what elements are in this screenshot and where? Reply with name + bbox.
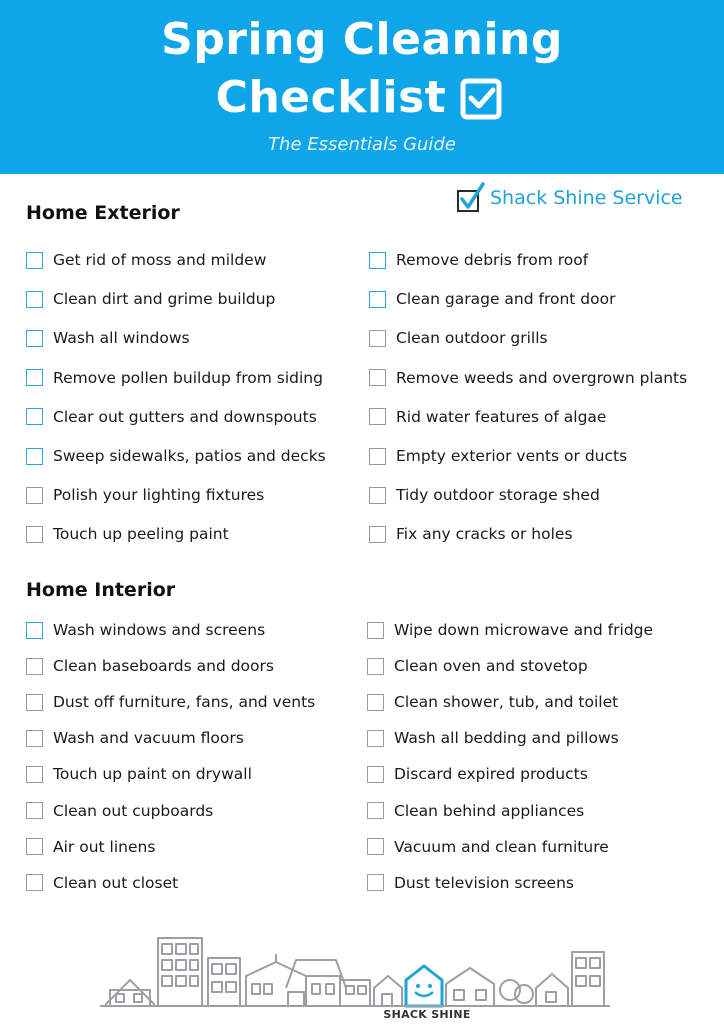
checklist-item[interactable] [26,619,265,641]
checkbox[interactable] [26,408,43,425]
checklist-item-label: Tidy outdoor storage shed [396,486,600,505]
checklist-item-label: Clean out closet [53,873,179,892]
checklist-item[interactable] [369,484,600,506]
checkbox[interactable] [369,369,386,386]
checklist-item[interactable] [367,727,619,749]
checkbox[interactable] [26,658,43,675]
page-title-line1: Spring Cleaning [161,14,563,65]
checkbox[interactable] [367,766,384,783]
checklist-item-label: Wash all windows [53,329,190,348]
checkbox[interactable] [367,694,384,711]
checklist-item[interactable] [26,727,244,749]
checklist-item-label: Remove pollen buildup from siding [53,368,323,387]
checkbox[interactable] [26,622,43,639]
checklist-item-label: Rid water features of algae [396,407,607,426]
city-skyline-icon [100,932,610,1024]
checkbox[interactable] [26,838,43,855]
checklist-item[interactable] [26,836,155,858]
checkbox[interactable] [26,766,43,783]
checkbox[interactable] [367,730,384,747]
checklist-item-label: Wash windows and screens [53,621,266,639]
checklist-item-label: Clear out gutters and downspouts [53,407,317,426]
checklist-item[interactable] [369,406,606,428]
checklist-item[interactable] [369,367,687,389]
checklist-item[interactable] [367,655,588,677]
checklist-item[interactable] [369,249,588,271]
checklist-item[interactable] [26,406,317,428]
checkbox[interactable] [26,730,43,747]
checkbox[interactable] [369,448,386,465]
checklist-item-label: Remove weeds and overgrown plants [396,368,688,387]
checklist-item[interactable] [367,800,584,822]
checklist-item[interactable] [367,872,574,894]
checklist-item-label: Clean oven and stovetop [394,657,588,676]
checklist-item-label: Discard expired products [394,765,588,784]
checklist-item-label: Polish your lighting fixtures [53,486,265,505]
checkbox[interactable] [26,291,43,308]
checkbox[interactable] [369,291,386,308]
page-title-line2-row [0,72,724,123]
checkbox[interactable] [26,874,43,891]
checklist-item-label: Clean baseboards and doors [53,657,274,676]
checklist-item[interactable] [26,367,323,389]
page-subtitle: The Essentials Guide [268,134,456,155]
checklist-item[interactable] [369,288,616,310]
checkbox[interactable] [26,369,43,386]
checklist-item[interactable] [26,800,213,822]
checkbox[interactable] [367,622,384,639]
checklist-item-label: Dust television screens [394,873,574,892]
checklist-item-label: Air out linens [53,837,156,856]
checklist-item[interactable] [369,523,573,545]
checklist-item-label: Remove debris from roof [396,251,589,269]
checklist-item[interactable] [26,249,266,271]
checkbox-checked-icon [460,76,508,120]
checkbox[interactable] [367,874,384,891]
checklist-item[interactable] [26,763,252,785]
checkbox[interactable] [369,408,386,425]
checkbox[interactable] [26,694,43,711]
checklist-item[interactable] [26,484,264,506]
checklist-item-label: Dust off furniture, fans, and vents [53,693,316,712]
checklist-item-label: Wipe down microwave and fridge [394,621,654,639]
checklist-item[interactable] [26,655,274,677]
checklist-item-label: Touch up paint on drywall [53,765,252,784]
checklist-item[interactable] [26,691,315,713]
checklist-item-label: Wash all bedding and pillows [394,729,619,748]
checklist-item-label: Get rid of moss and mildew [53,251,267,269]
footer-brand-name: SHACK SHINE [383,1008,471,1021]
checkbox[interactable] [26,330,43,347]
checklist-item-label: Vacuum and clean furniture [394,837,609,856]
checklist-item-label: Clean outdoor grills [396,329,548,348]
checkbox[interactable] [26,487,43,504]
checkbox[interactable] [367,658,384,675]
check-icon [456,182,486,214]
checklist-item[interactable] [369,327,548,349]
checklist-item-label: Clean dirt and grime buildup [53,290,276,309]
page-title-line2: Checklist [215,72,447,123]
checkbox[interactable] [369,487,386,504]
checklist-item[interactable] [26,327,190,349]
checklist-item[interactable] [367,763,588,785]
checklist-item-label: Fix any cracks or holes [396,525,573,544]
checklist-item-label: Clean garage and front door [396,290,616,309]
checklist-item[interactable] [26,288,275,310]
checklist-item[interactable] [367,836,609,858]
checklist-item[interactable] [367,691,618,713]
checkbox[interactable] [26,526,43,543]
checkbox[interactable] [26,252,43,269]
checkbox[interactable] [369,330,386,347]
header-banner [0,0,724,174]
checkbox[interactable] [369,526,386,543]
checklist-item[interactable] [26,445,326,467]
checklist-item-label: Wash and vacuum floors [53,729,244,748]
checkbox[interactable] [367,802,384,819]
checklist-item-label: Clean out cupboards [53,801,214,820]
checkbox[interactable] [26,802,43,819]
checkbox[interactable] [367,838,384,855]
section-title-exterior: Home Exterior [26,202,180,224]
checkbox[interactable] [369,252,386,269]
checklist-item[interactable] [26,872,178,894]
brand-name: Shack Shine Service [490,187,683,209]
brand-logo [456,182,683,214]
checklist-item-label: Touch up peeling paint [53,525,229,544]
checklist-item-label: Clean behind appliances [394,801,585,820]
section-title-interior: Home Interior [26,579,176,601]
checklist-item[interactable] [367,619,653,641]
checklist-item[interactable] [369,445,627,467]
checklist-item-label: Sweep sidewalks, patios and decks [53,447,326,465]
checklist-item[interactable] [26,523,229,545]
checkbox[interactable] [26,448,43,465]
checklist-item-label: Empty exterior vents or ducts [396,447,628,465]
checklist-item-label: Clean shower, tub, and toilet [394,693,619,712]
